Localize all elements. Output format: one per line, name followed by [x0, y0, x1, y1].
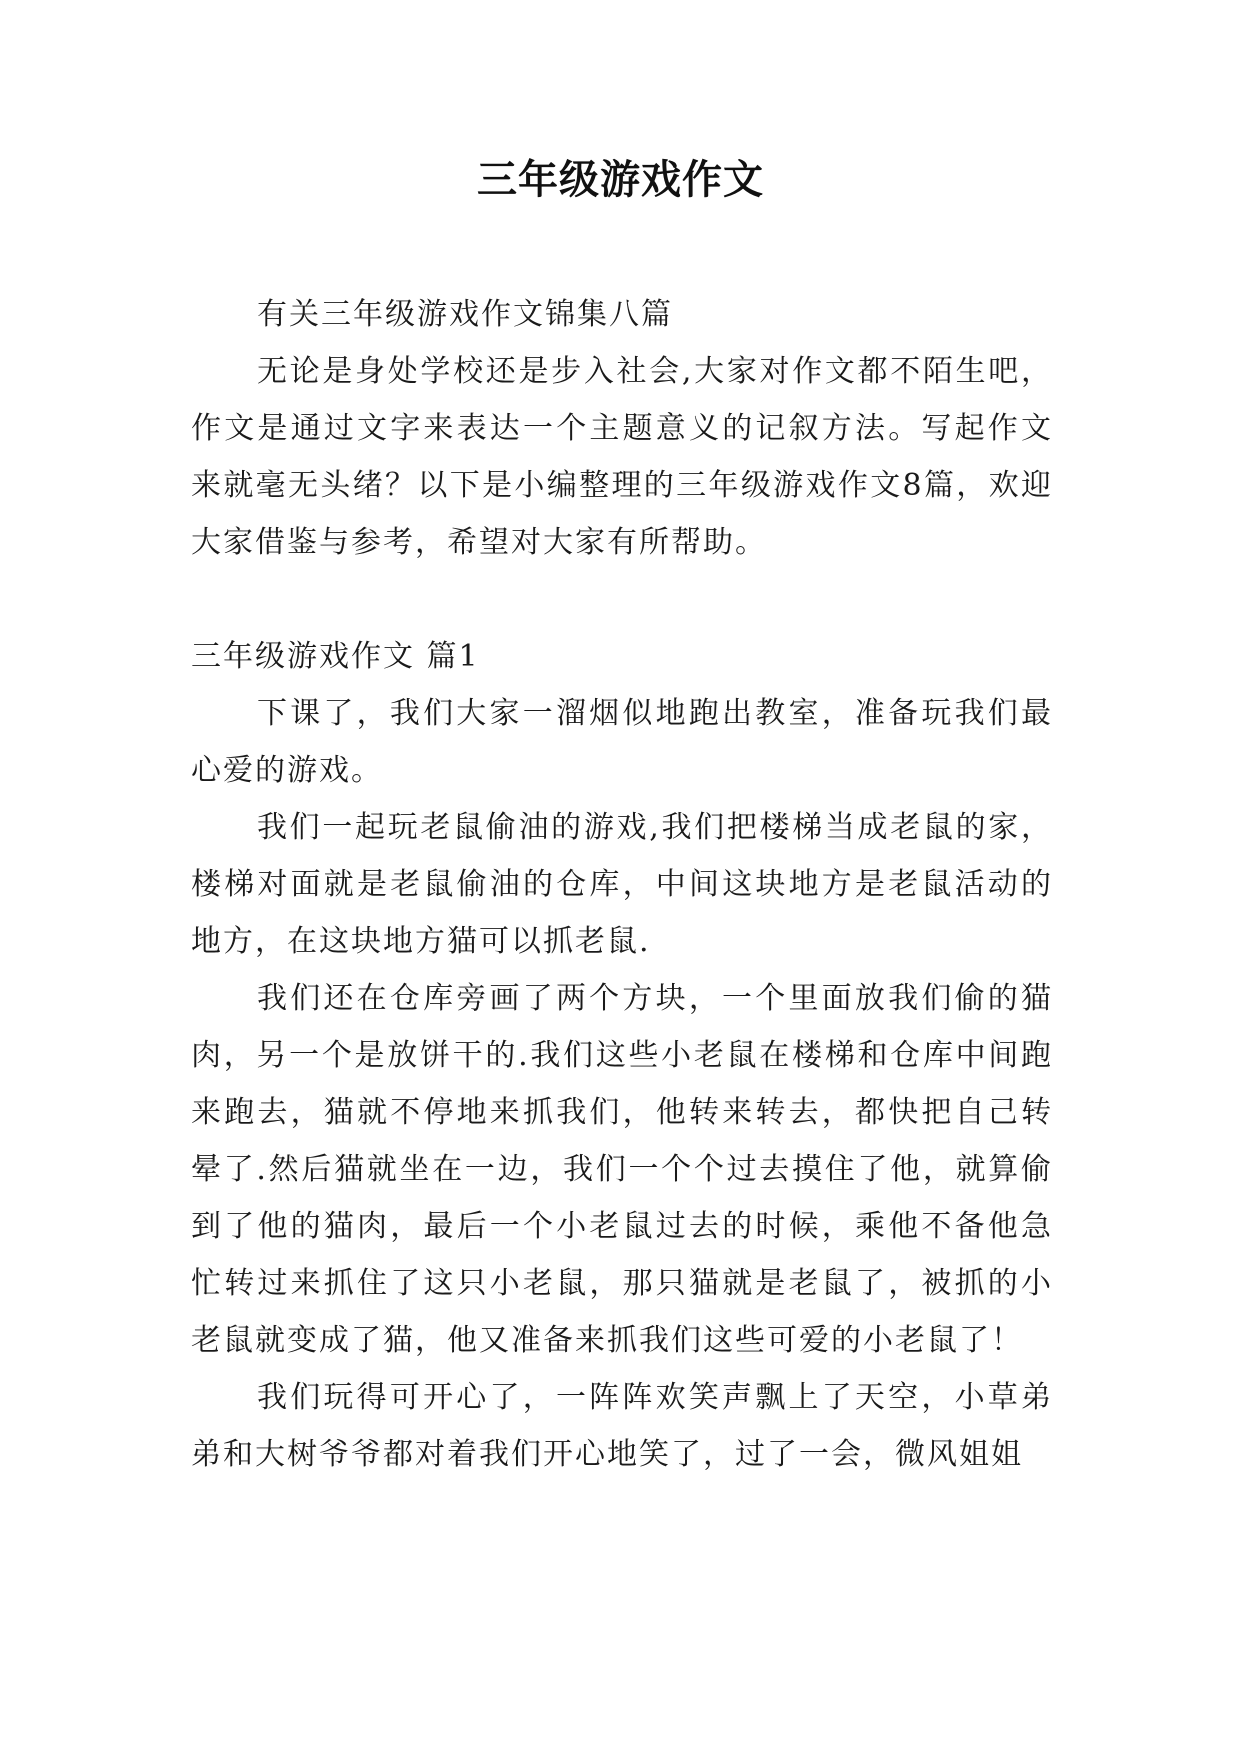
spacer: [191, 571, 1053, 628]
body-paragraph: 我们还在仓库旁画了两个方块，一个里面放我们偷的猫肉，另一个是放饼干的.我们这些小老鼠在楼梯和仓库中间跑来跑去，猫就不停地来抓我们，他转来转去，都快把自己转晕了.然后猫就坐在一边，我们一个个过去摸住了他，就算偷到了他的猫肉，最后一个小老鼠过去的时候，乘他不备他急忙转过来抓住了这只小老鼠，那只猫就是老鼠了，被抓的小老鼠就变成了猫，他又准备来抓我们这些可爱的小老鼠了！: [191, 981, 1053, 1358]
section-heading: 三年级游戏作文 篇1: [191, 639, 480, 674]
body-paragraph: 我们一起玩老鼠偷油的游戏,我们把楼梯当成老鼠的家，楼梯对面就是老鼠偷油的仓库，中间这块地方是老鼠活动的地方，在这块地方猫可以抓老鼠.: [191, 810, 1053, 959]
body-paragraph: 下课了，我们大家一溜烟似地跑出教室，准备玩我们最心爱的游戏。: [191, 696, 1053, 788]
document-title: 三年级游戏作文: [477, 157, 764, 203]
subtitle: 有关三年级游戏作文锦集八篇: [257, 297, 673, 332]
document-body: [191, 286, 1053, 1483]
body-paragraph: 我们玩得可开心了，一阵阵欢笑声飘上了天空，小草弟弟和大树爷爷都对着我们开心地笑了，过了一会，微风姐姐: [191, 1380, 1053, 1472]
intro-paragraph: 无论是身处学校还是步入社会,大家对作文都不陌生吧，作文是通过文字来表达一个主题意义的记叙方法。写起作文来就毫无头绪？以下是小编整理的三年级游戏作文8篇，欢迎大家借鉴与参考，希望对大家有所帮助。: [191, 354, 1053, 560]
